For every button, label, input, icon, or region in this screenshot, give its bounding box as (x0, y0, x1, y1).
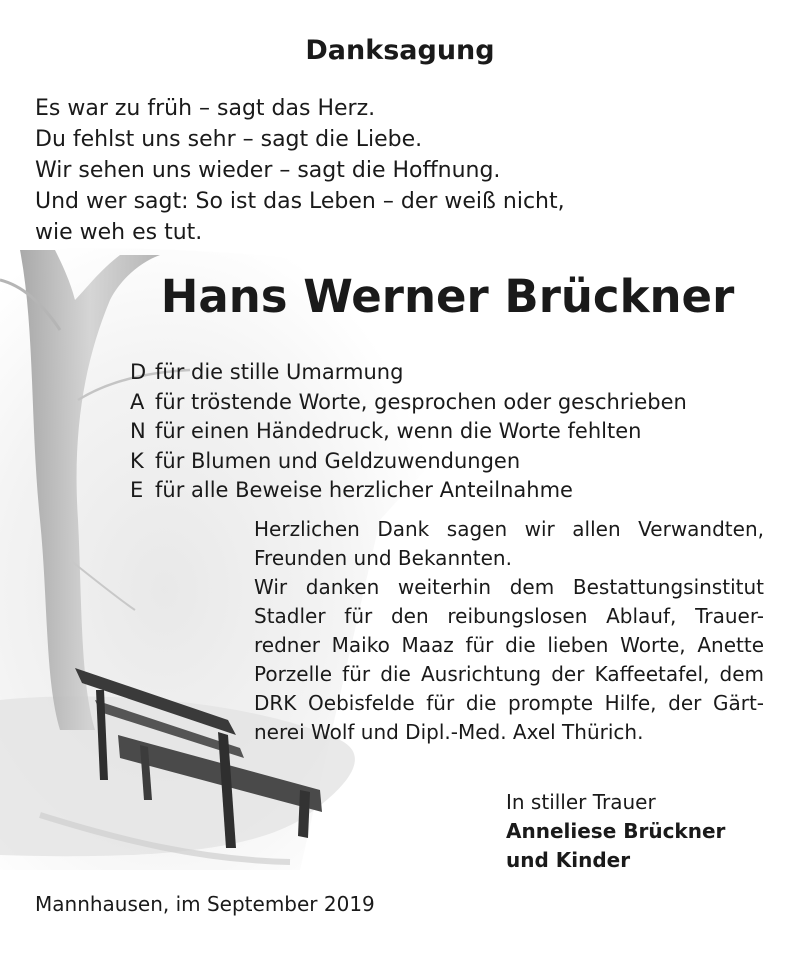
acrostic-row (130, 388, 770, 418)
thanks-line: Wir danken weiterhin dem Bestattungsinstitut (254, 575, 764, 599)
acrostic-text: für Blumen und Geldzuwendungen (155, 448, 521, 473)
verse-line: Wir sehen uns wieder – sagt die Hoffnung. (35, 158, 501, 183)
verse-line: Du fehlst uns sehr – sagt die Liebe. (35, 127, 423, 152)
acrostic-text: für die stille Umarmung (155, 360, 404, 384)
verse-line: wie weh es tut. (35, 220, 203, 245)
acrostic-text: für alle Beweise herzlicher Anteilnahme (155, 478, 573, 502)
thanks-line: redner Maiko Maaz für die lieben Worte, Anette (254, 633, 764, 657)
acrostic-letter: N (130, 419, 146, 443)
verse-line: Es war zu früh – sagt das Herz. (35, 96, 376, 121)
thanks-line: DRK Oebisfelde für die prompte Hilfe, der Gärt- (254, 691, 764, 715)
acrostic-letter: E (130, 478, 144, 502)
deceased-name: Hans Werner Brückner (160, 270, 735, 323)
acrostic-letter: D (130, 360, 147, 384)
acrostic-letter: A (130, 389, 145, 414)
verse-block (35, 93, 595, 248)
acrostic-text: für einen Händedruck, wenn die Worte fehlten (155, 419, 642, 443)
acrostic-row (130, 358, 770, 388)
acrostic-row (130, 417, 770, 447)
thanks-line: Freunden und Bekannten. (254, 546, 512, 570)
verse-line: Und wer sagt: So ist das Leben – der weiß nicht, (35, 189, 565, 214)
thanks-line: Herzlichen Dank sagen wir allen Verwandten, (254, 517, 764, 541)
acrostic-row (130, 476, 770, 506)
acrostic-letter: K (130, 448, 144, 473)
thanks-paragraph (254, 515, 764, 747)
heading-danksagung: Danksagung (305, 35, 495, 66)
thanks-line: Porzelle für die Ausrichtung der Kaffeetafel, dem (254, 662, 764, 686)
signature-block (506, 788, 776, 875)
danke-acrostic (130, 358, 770, 506)
signature-intro: In stiller Trauer (506, 790, 656, 814)
signature-name: Anneliese Brückner (506, 819, 726, 843)
thanks-line: Stadler für den reibungslosen Ablauf, Trauer- (254, 604, 764, 628)
signature-name: und Kinder (506, 848, 631, 872)
thanks-line: nerei Wolf und Dipl.-Med. Axel Thürich. (254, 720, 644, 744)
acrostic-text: für tröstende Worte, gesprochen oder geschrieben (155, 389, 687, 414)
place-and-date: Mannhausen, im September 2019 (35, 892, 375, 916)
acrostic-row (130, 447, 770, 477)
